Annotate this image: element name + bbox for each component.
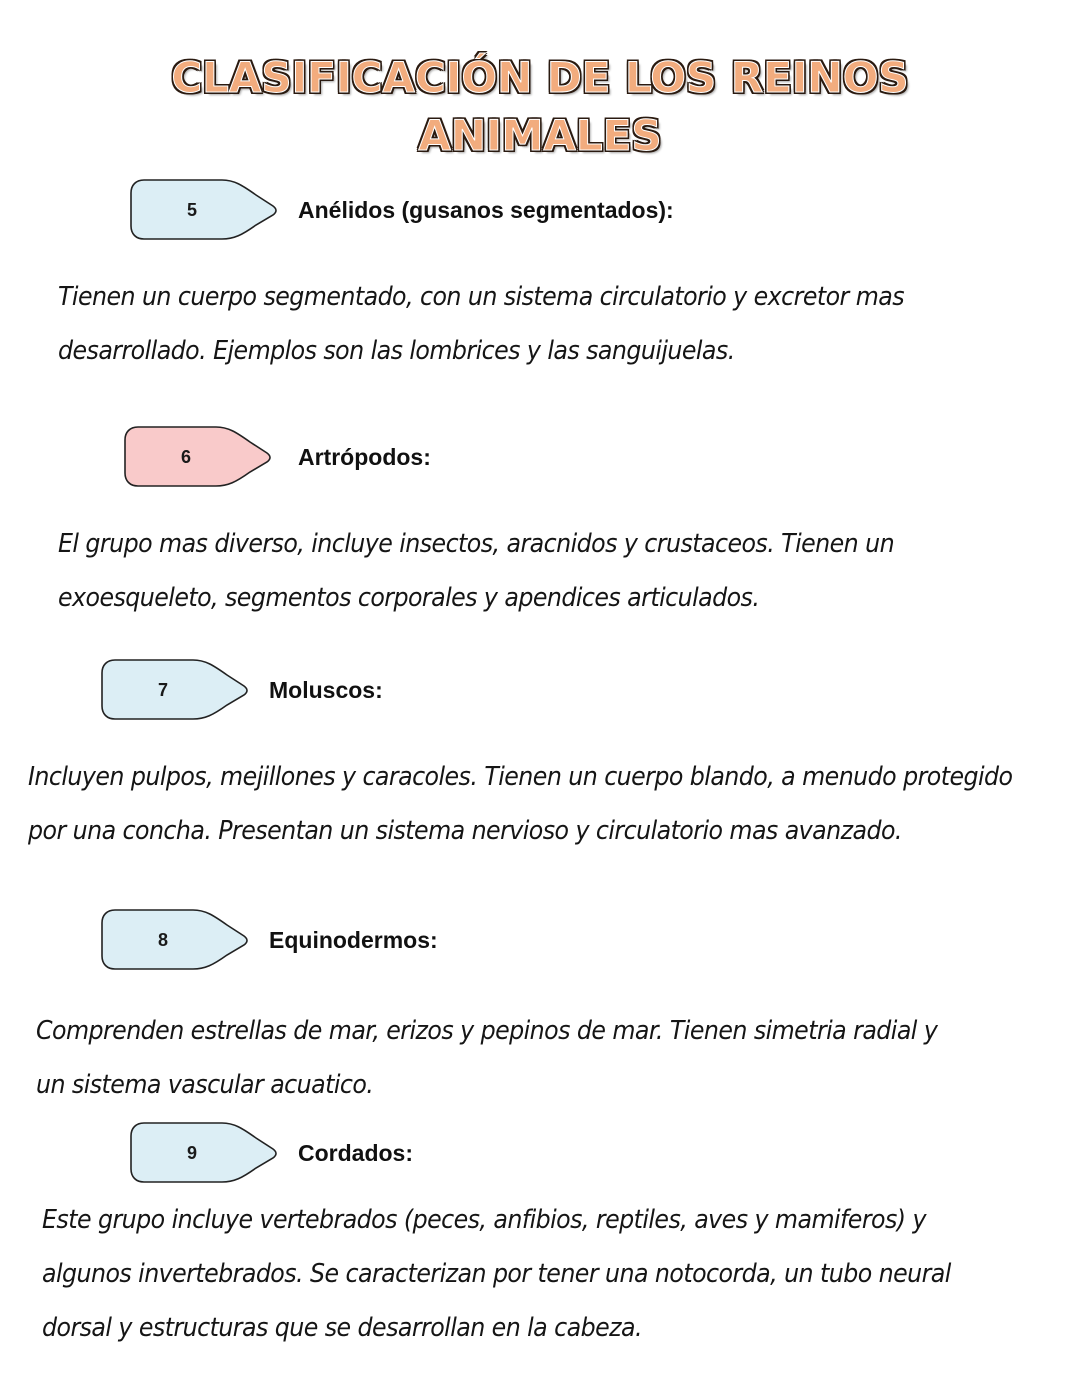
number-badge	[101, 909, 251, 971]
body-line: algunos invertebrados. Se caracterizan por tener una notocorda, un tubo neural	[42, 1259, 951, 1289]
body-line: El grupo mas diverso, incluye insectos, aracnidos y crustaceos. Tienen un	[58, 529, 895, 559]
section-number: 5	[186, 199, 197, 220]
page-title-line-1: CLASIFICACIÓN DE LOS REINOS	[171, 53, 909, 102]
number-badge	[124, 426, 274, 488]
section-header-equinodermos	[101, 909, 438, 971]
section-body-artropodos	[58, 517, 894, 625]
body-line: exoesqueleto, segmentos corporales y apendices articulados.	[58, 583, 760, 613]
section-body-anelidos	[58, 270, 904, 378]
section-body-equinodermos	[36, 1004, 937, 1112]
section-number: 7	[157, 679, 168, 700]
body-line: desarrollado. Ejemplos son las lombrices y las sanguijuelas.	[58, 336, 735, 366]
body-line: Incluyen pulpos, mejillones y caracoles. Tienen un cuerpo blando, a menudo protegido	[28, 762, 1013, 792]
number-badge	[130, 179, 280, 241]
section-header-moluscos	[101, 659, 383, 721]
body-line: Este grupo incluye vertebrados (peces, anfibios, reptiles, aves y mamiferos) y	[42, 1205, 926, 1235]
section-heading: Anélidos (gusanos segmentados):	[298, 196, 674, 223]
section-header-cordados	[130, 1122, 413, 1184]
section-heading: Cordados:	[298, 1139, 413, 1166]
body-line: Comprenden estrellas de mar, erizos y pepinos de mar. Tienen simetria radial y	[36, 1016, 938, 1046]
body-line: un sistema vascular acuatico.	[36, 1070, 374, 1100]
section-heading: Equinodermos:	[269, 926, 438, 953]
section-number: 6	[180, 446, 191, 467]
number-badge	[130, 1122, 280, 1184]
section-heading: Moluscos:	[269, 676, 383, 703]
section-number: 8	[157, 929, 168, 950]
section-body-cordados	[42, 1193, 951, 1355]
body-line: por una concha. Presentan un sistema nervioso y circulatorio mas avanzado.	[28, 816, 902, 846]
section-header-anelidos	[130, 179, 674, 241]
number-badge	[101, 659, 251, 721]
section-heading: Artrópodos:	[298, 443, 431, 470]
section-number: 9	[186, 1142, 197, 1163]
section-header-artropodos	[124, 426, 431, 488]
section-body-moluscos	[28, 750, 1012, 858]
body-line: dorsal y estructuras que se desarrollan en la cabeza.	[42, 1313, 642, 1343]
body-line: Tienen un cuerpo segmentado, con un sistema circulatorio y excretor mas	[58, 282, 905, 312]
page-title-line-2: ANIMALES	[418, 111, 662, 160]
